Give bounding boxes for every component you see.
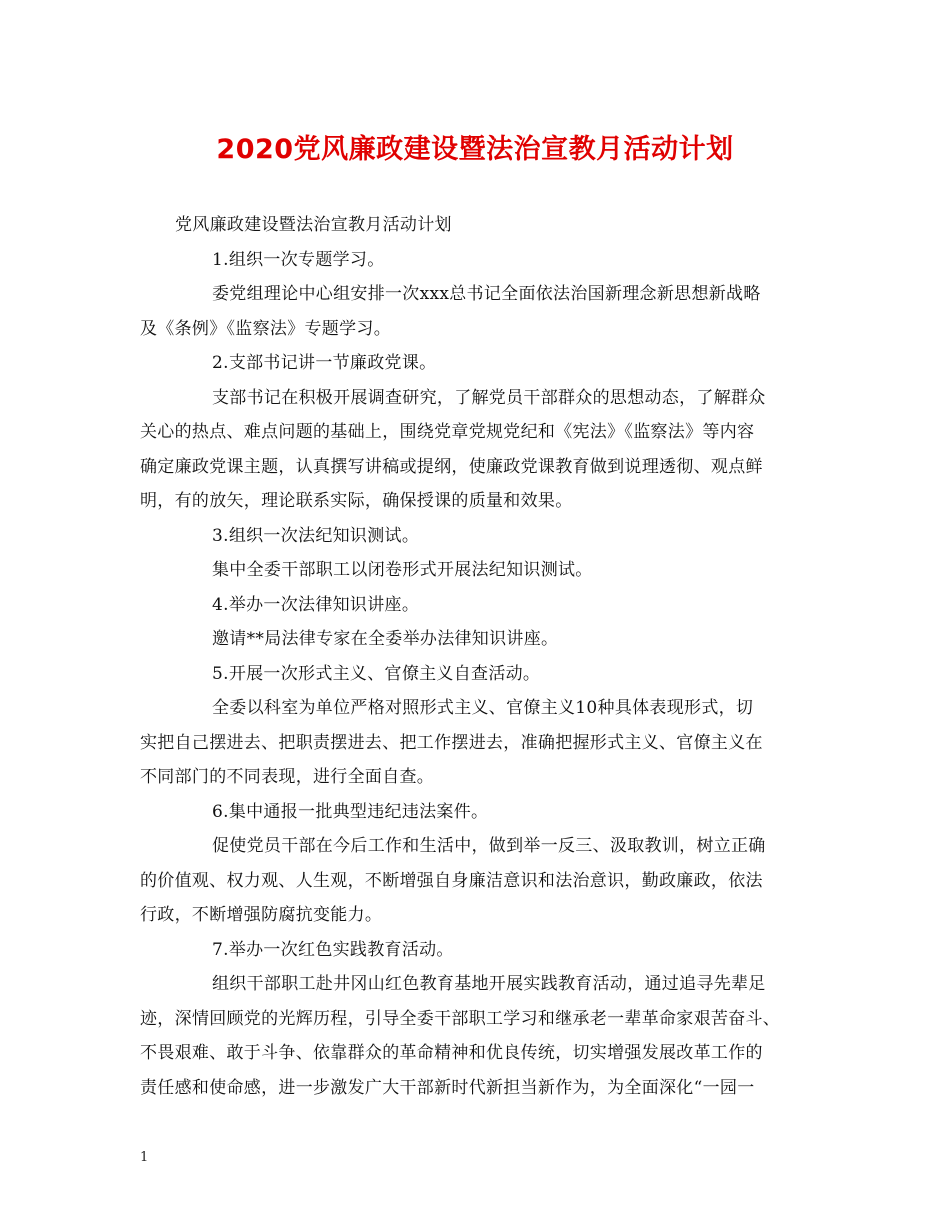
text-line: 全委以科室为单位严格对照形式主义、官僚主义10种具体表现形式，切 (212, 698, 754, 718)
text-line: 组织干部职工赴井冈山红色教育基地开展实践教育活动，通过追寻先辈足 (212, 974, 766, 994)
text-line: 及《条例》《监察法》专题学习。 (140, 318, 391, 339)
text-line: 党风廉政建设暨法治宣教月活动计划 (175, 215, 452, 235)
text-line: 迹，深情回顾党的光辉历程，引导全委干部职工学习和继承老一辈革命家艰苦奋斗、 (140, 1008, 781, 1029)
text-line: 促使党员干部在今后工作和生活中，做到举一反三、汲取教训，树立正确 (212, 836, 766, 856)
text-line: 4.举办一次法律知识讲座。 (212, 594, 420, 615)
text-line: 5.开展一次形式主义、官僚主义自查活动。 (212, 663, 541, 684)
text-line: 责任感和使命感，进一步激发广大干部新时代新担当新作为，为全面深化“一园一 (140, 1077, 755, 1098)
text-line: 支部书记在积极开展调查研究，了解党员干部群众的思想动态，了解群众 (212, 387, 766, 408)
text-line: 实把自己摆进去、把职责摆进去、把工作摆进去，准确把握形式主义、官僚主义在 (140, 732, 763, 753)
text-line: 确定廉政党课主题，认真撰写讲稿或提纲，使廉政党课教育做到说理透彻、观点鲜 (140, 456, 763, 477)
document-body (140, 208, 826, 1105)
text-line: 3.组织一次法纪知识测试。 (212, 525, 420, 546)
text-line: 集中全委干部职工以闭卷形式开展法纪知识测试。 (212, 560, 593, 580)
text-line: 邀请**局法律专家在全委举办法律知识讲座。 (212, 629, 559, 649)
document-title: 2020党风廉政建设暨法治宣教月活动计划 (216, 134, 734, 165)
text-line: 不畏艰难、敢于斗争、依靠群众的革命精神和优良传统，切实增强发展改革工作的 (140, 1043, 763, 1063)
text-line: 1.组织一次专题学习。 (212, 249, 385, 270)
text-line: 的价值观、权力观、人生观，不断增强自身廉洁意识和法治意识，勤政廉政，依法 (140, 870, 763, 891)
text-line: 关心的热点、难点问题的基础上，围绕党章党规党纪和《宪法》《监察法》等内容 (140, 422, 755, 442)
text-line: 明，有的放矢，理论联系实际，确保授课的质量和效果。 (140, 491, 573, 511)
text-line: 不同部门的不同表现，进行全面自查。 (140, 767, 435, 787)
text-line: 委党组理论中心组安排一次xxx总书记全面依法治国新理念新思想新战略 (212, 284, 761, 304)
page-number: 1 (140, 1150, 149, 1165)
text-line: 2.支部书记讲一节廉政党课。 (212, 353, 437, 373)
text-line: 行政，不断增强防腐抗变能力。 (140, 905, 383, 925)
text-line: 6.集中通报一批典型违纪违法案件。 (212, 801, 489, 822)
text-line: 7.举办一次红色实践教育活动。 (212, 939, 454, 960)
